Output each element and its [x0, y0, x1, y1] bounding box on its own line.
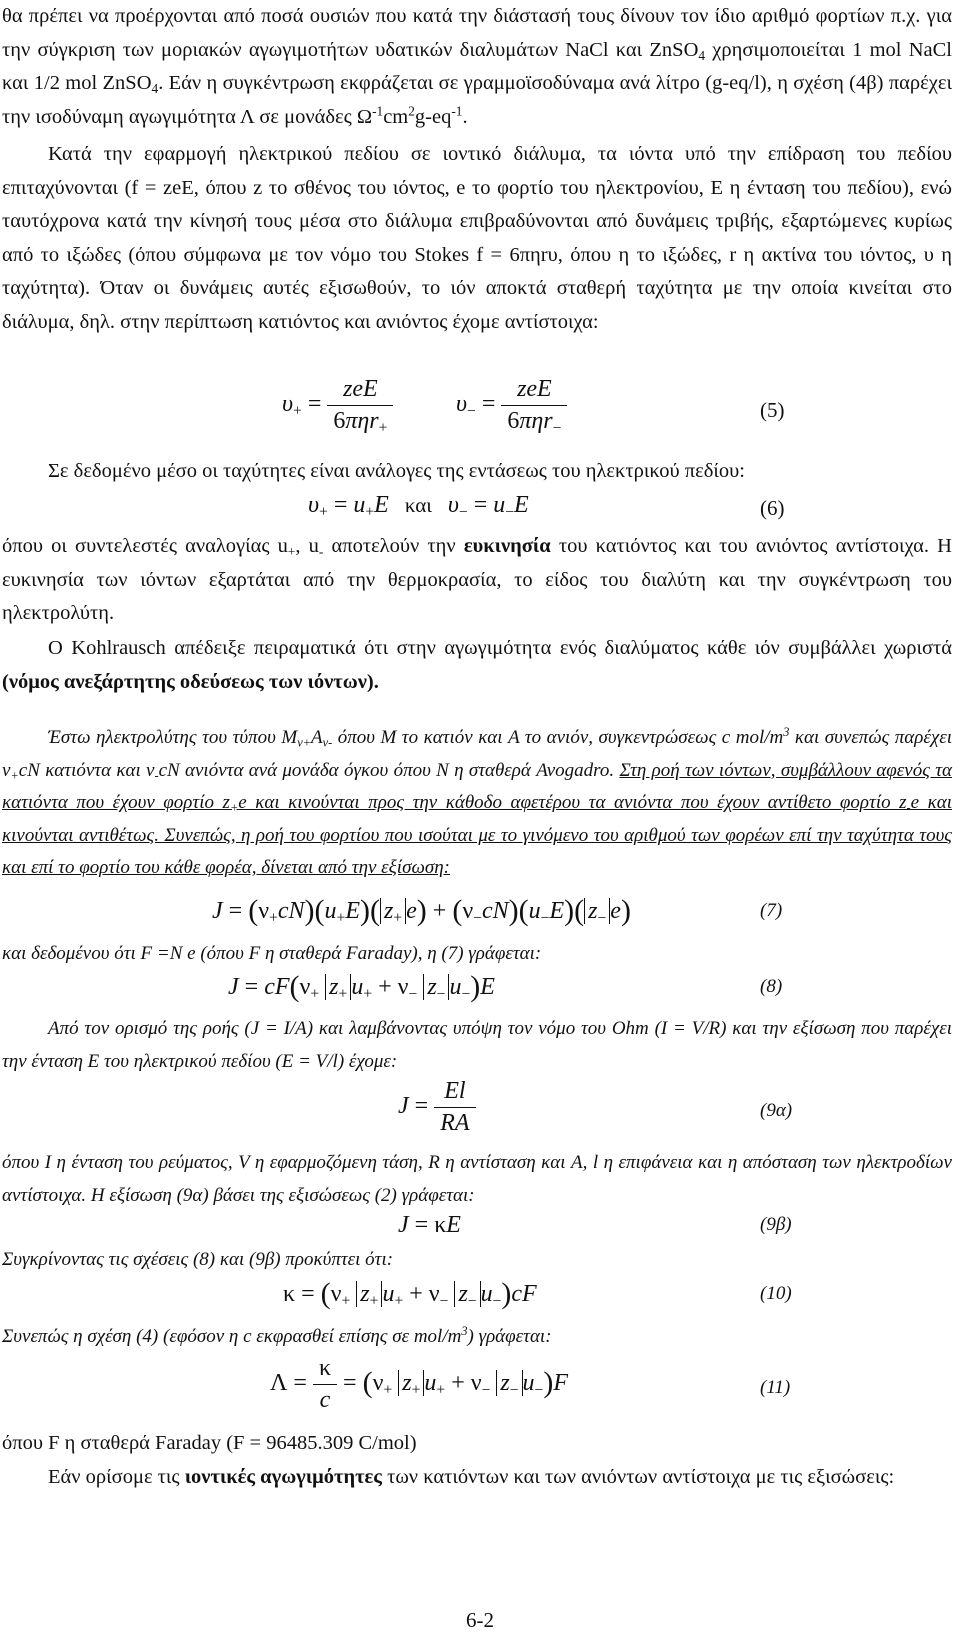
- equation-7-label: (7): [760, 900, 783, 921]
- paragraph-kohlrausch: Ο Kohlrausch απέδειξε πειραματικά ότι στην αγωγιμότητα ενός διαλύματος κάθε ιόν συμβάλλει χωριστά (νόμος ανεξάρτητης οδεύσεως των ιόντων).: [2, 637, 952, 693]
- equation-9a-label: (9α): [760, 1100, 793, 1121]
- equation-5-label: (5): [760, 398, 785, 422]
- equation-5: [0, 376, 960, 446]
- paragraph-compare: Συγκρίνοντας τις σχέσεις (8) και (9β) προκύπτει ότι:: [2, 1249, 394, 1270]
- equation-10: [0, 1277, 960, 1317]
- paragraph-proportional: Σε δεδομένο μέσο οι ταχύτητες είναι ανάλογες της εντάσεως του ηλεκτρικού πεδίου:: [48, 460, 745, 482]
- paragraph-faraday: και δεδομένου ότι F =N e (όπου F η σταθερά Faraday), η (7) γράφεται:: [2, 943, 542, 964]
- paragraph-molar-conductivity: θα πρέπει να προέρχονται από ποσά ουσιών που κατά την διάστασή τους δίνουν τον ίδιο αριθμό φορτίων π.χ. για την σύγκριση των μοριακών αγωγιμοτήτων υδατικών διαλυμάτων NaCl και ZnSO$_4$ χρησιμοποιείται 1 mol NaCl και 1/2 mol ZnSO$_4$. Εάν η συγκέντρωση εκφράζεται σε γραμμοϊσοδύναμα ανά λίτρο (g-eq/l), η σχέση (4β) παρέχει την ισοδύναμη αγωγιμότητα Λ σε μονάδες $\Omega^{-1}cm^2g-eq^{-1}$.: [2, 5, 952, 128]
- equation-8: [0, 970, 960, 1010]
- paragraph-electrolyte-flow: Έστω ηλεκτρολύτης του τύπου $M_{\nu+}A_{\nu-}$ όπου M το κατιόν και A το ανιόν, συγκεντρώσεως c mol/$m^3$ και συνεπώς παρέχει $\nu_+cN$ κατιόντα και $\nu_-cN$ ανιόντα ανά μονάδα όγκου όπου N η σταθερά Avogadro. Στη ροή των ιόντων, συμβάλλουν αφενός τα κατιόντα που έχουν φορτίο $z_+e$ και κινούνται προς την κάθοδο αφετέρου τα ανιόντα που έχουν αντίθετο φορτίο $z_-e$ και κινούνται αντιθέτως. Συνεπώς, η ροή του φορτίου που ισούται με το γινόμενο του αριθμού των φορέων επί την ταχύτητα τους και επί το φορτίο του κάθε φορέα, δίνεται από την εξίσωση:: [2, 725, 953, 878]
- equation-6-label: (6): [760, 496, 785, 520]
- equation-7-body: $J = (\nu_+cN)(u_+E)$( $z_+$ $e) + (\nu_-cN)(u_-E)$( $z_-$ e): [212, 894, 631, 927]
- equation-11: [0, 1355, 960, 1425]
- paragraph-ion-velocity: Κατά την εφαρμογή ηλεκτρικού πεδίου σε ιοντικό διάλυμα, τα ιόντα υπό την επίδραση του πεδίου επιταχύνονται (f = zeE, όπου z το σθένος του ιόντος, e το φορτίο του ηλεκτρονίου, E η ένταση του πεδίου), ενώ ταυτόχρονα κατά την κίνησή τους μέσα στο διάλυμα επιβραδύνονται από δυνάμεις τριβής, εξαρτώμενες κυρίως από το ιξώδες (όπου σύμφωνα με τον νόμο του Stokes f = 6πηrυ, όπου η το ιξώδες, r η ακτίνα του ιόντος, υ η ταχύτητα). Όταν οι δυνάμεις αυτές εξισωθούν, το ιόν αποκτά σταθερή ταχύτητα με την οποία κινείται στο διάλυμα, δηλ. στην περίπτωση κατιόντος και ανιόντος έχομε αντίστοιχα:: [2, 143, 952, 333]
- equation-10-body: $\kappa = (\nu_+$ $z_+$ $u_+ + \nu_-$ $z_-$ $u_-)cF$: [283, 1277, 537, 1310]
- equation-9a-body: J = $\frac{El}{RA}$: [398, 1078, 476, 1137]
- equation-6-body: $\upsilon_+ = u_+E$ και $\upsilon_- = u_-E$: [308, 492, 529, 521]
- equation-8-body: $J = cF(\nu_+$ $z_+$ $u_+ + \nu_-$ $z_-$ $u_-)E$: [228, 970, 495, 1003]
- equation-5-anion: $\upsilon_-$ = $\frac{\text{zeE}}{6\pi\eta r_-}$: [456, 376, 567, 435]
- paragraph-ohm: Από τον ορισμό της ροής (J = I/A) και λαμβάνοντας υπόψη τον νόμο του Ohm (I = V/R) και την εξίσωση που παρέχει την ένταση E του ηλεκτρικού πεδίου (E = V/l) έχομε:: [2, 1018, 952, 1072]
- equation-9b-label: (9β): [760, 1214, 792, 1235]
- paragraph-molar-relation: Συνεπώς η σχέση (4) (εφόσον η c εκφρασθεί επίσης σε mol/$m^3$) γράφεται:: [2, 1324, 552, 1347]
- equation-10-label: (10): [760, 1283, 792, 1304]
- equation-11-label: (11): [760, 1377, 791, 1398]
- equation-7: [0, 894, 960, 934]
- paragraph-mobility: όπου οι συντελεστές αναλογίας $u_+$, $u_-$ αποτελούν την ευκινησία του κατιόντος και του ανιόντος αντίστοιχα. Η ευκινησία των ιόντων εξαρτάται από την θερμοκρασία, το είδος του διαλύτη και την συγκέντρωση του ηλεκτρολύτη.: [2, 535, 952, 624]
- equation-5-cation: $\upsilon_+$ = $\frac{\text{zeE}}{6\pi\eta r_+}$: [282, 376, 393, 435]
- equation-9b-body: J = κE: [398, 1212, 461, 1238]
- equation-9b: [0, 1212, 960, 1248]
- paragraph-faraday-constant: όπου F η σταθερά Faraday (F = 96485.309 C/mol): [2, 1432, 417, 1454]
- equation-11-body: Λ = $\frac{\kappa}{c}$ = ($\nu_+$ $z_+$ $u_+ + \nu_-$ $z_-$ $u_-)F$: [270, 1355, 568, 1413]
- paragraph-current: όπου I η ένταση του ρεύματος, V η εφαρμοζόμενη τάση, R η αντίσταση και A, l η επιφάνεια και η απόσταση των ηλεκτροδίων αντίστοιχα. Η εξίσωση (9α) βάσει της εξισώσεως (2) γράφεται:: [2, 1152, 952, 1206]
- equation-8-label: (8): [760, 976, 783, 997]
- equation-9a: [0, 1078, 960, 1148]
- page-number: 6-2: [466, 1608, 494, 1632]
- equation-6: [0, 492, 960, 532]
- paragraph-ionic-conductivities: Εάν ορίσομε τις ιοντικές αγωγιμότητες των κατιόντων και των ανιόντων αντίστοιχα με τις εξισώσεις:: [48, 1466, 895, 1488]
